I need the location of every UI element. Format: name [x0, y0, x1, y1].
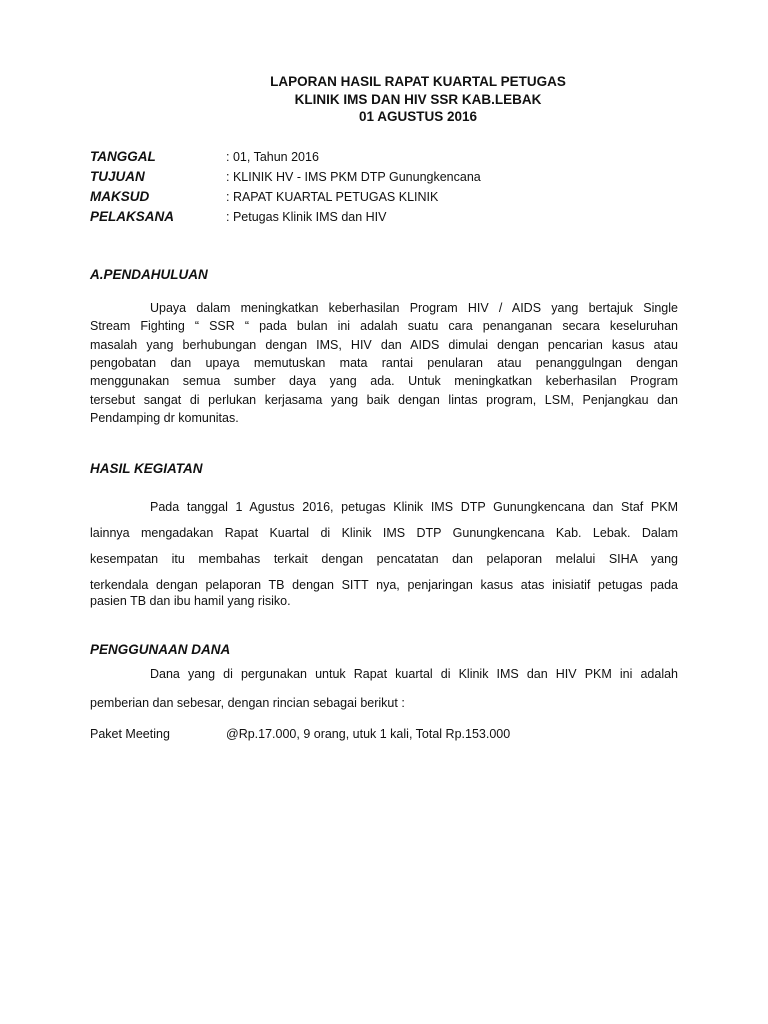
- title-line-1: LAPORAN HASIL RAPAT KUARTAL PETUGAS: [270, 74, 566, 89]
- paragraph-line: lainnya mengadakan Rapat Kuartal di Klinik IMS DTP Gunungkencana Kab. Lebak. Dalam: [90, 526, 678, 540]
- field-value-pelaksana: : Petugas Klinik IMS dan HIV: [226, 210, 387, 224]
- field-label-maksud: MAKSUD: [90, 189, 150, 204]
- field-label-tujuan: TUJUAN: [90, 169, 145, 184]
- field-value-maksud: : RAPAT KUARTAL PETUGAS KLINIK: [226, 190, 439, 204]
- paragraph-line: Upaya dalam meningkatkan keberhasilan Program HIV / AIDS yang bertajuk Single: [150, 301, 678, 315]
- paragraph-line: menggunakan semua sumber daya yang ada. Untuk meningkatkan keberhasilan Program: [90, 374, 678, 388]
- paragraph-line: pengobatan dan upaya memutuskan mata rantai penularan atau penanggulngan dengan: [90, 356, 678, 370]
- section-heading: HASIL KEGIATAN: [90, 461, 203, 476]
- section-heading: PENGGUNAAN DANA: [90, 642, 231, 657]
- cost-item-value: @Rp.17.000, 9 orang, utuk 1 kali, Total Rp.153.000: [226, 727, 511, 741]
- field-label-tanggal: TANGGAL: [90, 149, 156, 164]
- paragraph-line: Pada tanggal 1 Agustus 2016, petugas Klinik IMS DTP Gunungkencana dan Staf PKM: [150, 500, 678, 514]
- section-heading: A.PENDAHULUAN: [90, 267, 208, 282]
- field-value-tanggal: : 01, Tahun 2016: [226, 150, 319, 164]
- field-label-pelaksana: PELAKSANA: [90, 209, 175, 224]
- field-value-tujuan: : KLINIK HV - IMS PKM DTP Gunungkencana: [226, 170, 481, 184]
- paragraph-line: masalah yang berhubungan dengan IMS, HIV dan AIDS dimulai dengan pencarian kasus atau: [90, 338, 678, 352]
- paragraph-line: Pendamping dr komunitas.: [90, 411, 239, 425]
- paragraph-line: terkendala dengan pelaporan TB dengan SITT nya, penjaringan kasus atas inisiatif petugas pada: [90, 578, 678, 592]
- paragraph-line: pemberian dan sebesar, dengan rincian sebagai berikut :: [90, 696, 405, 710]
- paragraph-line: tersebut sangat di perlukan kerjasama yang baik dengan lintas program, LSM, Penjangkau dan: [90, 393, 678, 407]
- paragraph-line: pasien TB dan ibu hamil yang risiko.: [90, 594, 291, 608]
- title-line-2: KLINIK IMS DAN HIV SSR KAB.LEBAK: [294, 92, 542, 107]
- paragraph-line: Dana yang di pergunakan untuk Rapat kuartal di Klinik IMS dan HIV PKM ini adalah: [150, 667, 678, 681]
- title-line-3: 01 AGUSTUS 2016: [358, 109, 478, 124]
- cost-item-label: Paket Meeting: [90, 727, 170, 741]
- paragraph-line: Stream Fighting “ SSR “ pada bulan ini adalah suatu cara penanganan secara keseluruhan: [90, 319, 678, 333]
- paragraph-line: kesempatan itu membahas terkait dengan pencatatan dan pelaporan melalui SIHA yang: [90, 552, 678, 566]
